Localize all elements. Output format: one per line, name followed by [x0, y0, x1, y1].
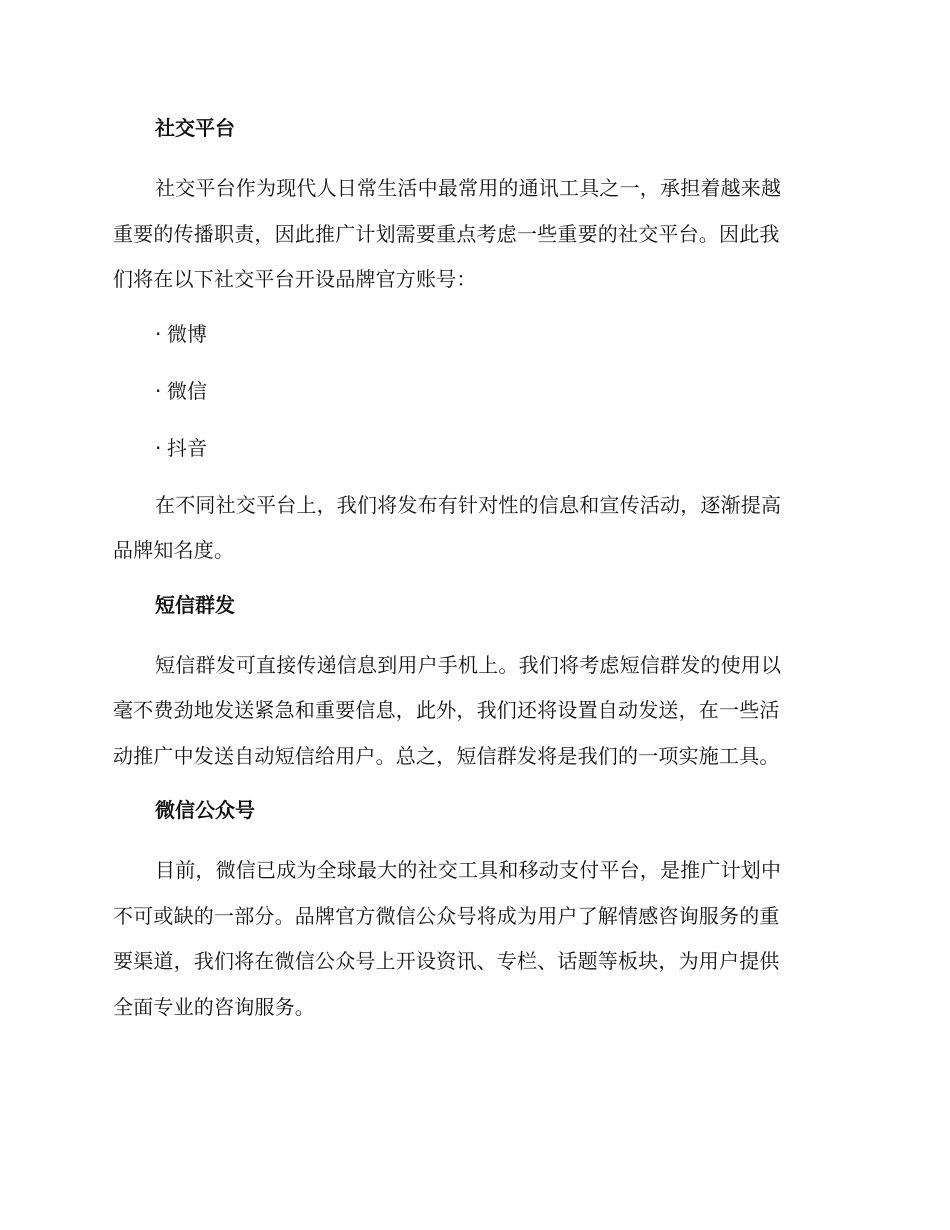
bullet-mark: ·	[155, 321, 162, 346]
section-heading-wechat-official-account: 微信公众号	[155, 798, 255, 822]
section-heading-sms-broadcast: 短信群发	[155, 592, 235, 617]
bullet-mark: ·	[155, 378, 162, 403]
list-item	[113, 373, 838, 409]
paragraph-line: 重要的传播职责，因此推广计划需要重点考虑一些重要的社交平台。因此我	[113, 221, 780, 246]
paragraph-line: 要渠道，我们将在微信公众号上开设资讯、专栏、话题等板块，为用户提供	[113, 949, 780, 973]
paragraph-sms-broadcast	[113, 643, 838, 780]
bullet-mark: ·	[155, 435, 162, 460]
paragraph-line: 在不同社交平台上，我们将发布有针对性的信息和宣传活动，逐渐提高	[155, 492, 782, 517]
paragraph-line: 全面专业的咨询服务。	[113, 994, 315, 1019]
paragraph-line: 目前，微信已成为全球最大的社交工具和移动支付平台，是推广计划中	[155, 858, 782, 882]
paragraph-line: 不可或缺的一部分。品牌官方微信公众号将成为用户了解情感咨询服务的重	[113, 903, 780, 928]
section-heading-social-platforms: 社交平台	[155, 116, 235, 140]
paragraph-line: 短信群发可直接传递信息到用户手机上。我们将考虑短信群发的使用以	[155, 652, 782, 677]
paragraph-line: 社交平台作为现代人日常生活中最常用的通讯工具之一，承担着越来越	[155, 176, 782, 200]
list-item-label: 微信	[167, 378, 207, 403]
list-item	[113, 430, 838, 466]
paragraph-line: 品牌知名度。	[113, 538, 235, 562]
document-content	[113, 110, 838, 1043]
paragraph-line: 们将在以下社交平台开设品牌官方账号：	[113, 267, 477, 291]
paragraph-wechat-official-account	[113, 848, 838, 1030]
paragraph-line: 毫不费劲地发送紧急和重要信息，此外，我们还将设置自动发送，在一些活	[113, 698, 780, 722]
list-item	[113, 316, 838, 352]
paragraph-social-platforms-intro	[113, 166, 838, 303]
list-item-label: 微博	[167, 321, 207, 346]
list-item-label: 抖音	[167, 435, 207, 460]
paragraph-line: 动推广中发送自动短信给用户。总之，短信群发将是我们的一项实施工具。	[113, 743, 780, 768]
paragraph-social-platforms-closing	[113, 483, 838, 574]
platform-list	[113, 316, 838, 466]
